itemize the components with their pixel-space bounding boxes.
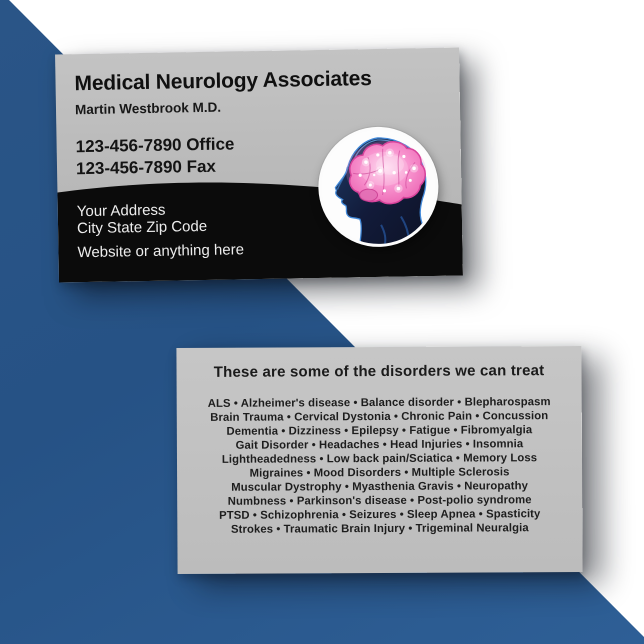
disorder-line: Dementia • Dizziness • Epilepsy • Fatigue • Fibromyalgia [226,424,533,438]
business-card-front[interactable] [55,47,463,282]
business-card-back[interactable] [176,346,582,574]
disorders-list [177,395,583,537]
front-card-address-line-1: Your Address [76,201,166,221]
disorder-line: Strokes • Traumatic Brain Injury • Trigeminal Neuralgia [230,522,529,536]
disorder-line: Muscular Dystrophy • Myasthenia Gravis • Neuropathy [231,480,529,494]
front-card-doctor-name: Martin Westbrook M.D. [74,99,222,118]
disorder-line: PTSD • Schizophrenia • Seizures • Sleep Apnea • Spasticity [219,508,541,522]
front-card-address-line-2: City State Zip Code [76,217,208,238]
back-card-heading: These are some of the disorders we can treat [213,362,545,381]
disorder-line: Gait Disorder • Headaches • Head Injuries • Insomnia [235,438,524,452]
front-card-phone-office: 123-456-7890 Office [75,134,235,157]
brain-head-image [317,126,439,248]
front-card-phone-fax: 123-456-7890 Fax [75,156,217,179]
disorder-line: Numbness • Parkinson's disease • Post-polio syndrome [227,494,532,508]
disorder-line: ALS • Alzheimer's disease • Balance disorder • Blepharospasm [207,396,551,410]
disorder-line: Migraines • Mood Disorders • Multiple Sclerosis [249,466,510,480]
front-card-website-line: Website or anything here [77,241,245,262]
disorder-line: Lightheadedness • Low back pain/Sciatica • Memory Loss [221,452,538,466]
front-card-title: Medical Neurology Associates [74,67,372,96]
disorder-line: Brain Trauma • Cervical Dystonia • Chronic Pain • Concussion [210,410,549,424]
brain-head-icon [317,126,439,248]
